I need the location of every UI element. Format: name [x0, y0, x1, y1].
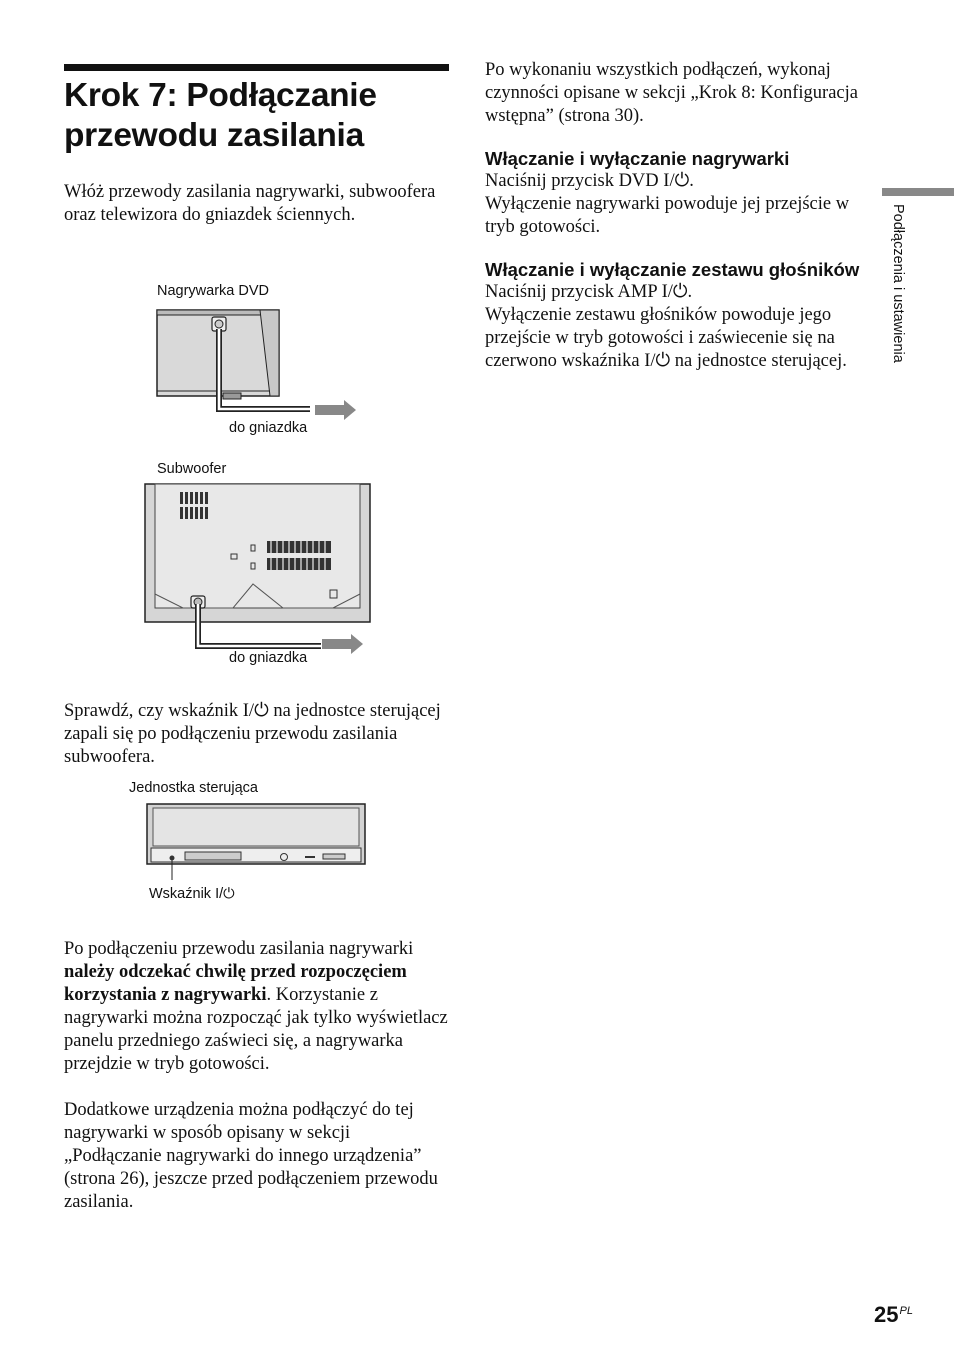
check-paragraph: Sprawdź, czy wskaźnik I/⏻ na jednostce sterującej zapali się po podłączeniu przewodu zasilania subwoofera. [64, 701, 441, 767]
intro-text [64, 181, 444, 227]
after-paragraph-1 [64, 938, 449, 1076]
check-text [64, 700, 449, 769]
page-number-suffix: PL [899, 1304, 913, 1317]
after-text [64, 938, 449, 1214]
recorder-instruction: Naciśnij przycisk DVD I/⏻. [485, 171, 694, 191]
after-p1-bold: należy odczekać chwilę przed rozpoczęciem korzystania z nagrywarki [64, 962, 407, 1005]
subwoofer-illustration [143, 484, 373, 654]
right-intro-paragraph: Po wykonaniu wszystkich podłączeń, wykonaj czynności opisane w sekcji „Krok 8: Konfiguracja wstępna” (strona 30). [485, 60, 858, 126]
fig3-caption: Wskaźnik I/⏻ [149, 886, 235, 902]
after-paragraph-2: Dodatkowe urządzenia można podłączyć do tej nagrywarki w sposób opisany w sekcji „Podłączanie nagrywarki do innego urządzenia” (strona 26), jeszcze przed podłączeniem przewodu zasilania. [64, 1100, 438, 1212]
page-number [874, 1302, 913, 1328]
section-tab [880, 204, 916, 424]
speakers-instruction: Naciśnij przycisk AMP I/⏻. [485, 282, 693, 302]
fig1-caption: do gniazdka [229, 420, 308, 436]
fig2-label: Subwoofer [157, 461, 227, 477]
fig1-label: Nagrywarka DVD [157, 283, 269, 299]
recorder-description: Wyłączenie nagrywarki powoduje jej przejście w tryb gotowości. [485, 194, 850, 237]
section-tab-bar [882, 188, 954, 196]
recorder-heading: Włączanie i wyłączanie nagrywarki [485, 148, 790, 169]
right-column [485, 59, 875, 373]
page-title: Krok 7: Podłączanie przewodu zasilania [64, 77, 377, 154]
intro-paragraph: Włóż przewody zasilania nagrywarki, subwoofera oraz telewizora do gniazdek ściennych. [64, 182, 436, 225]
control-unit-illustration [145, 802, 370, 882]
page-number-value: 25 [874, 1302, 899, 1327]
speakers-heading: Włączanie i wyłączanie zestawu głośników [485, 259, 860, 280]
fig3-label: Jednostka sterująca [129, 780, 258, 796]
fig2-caption: do gniazdka [229, 650, 308, 666]
after-p1-start: Po podłączeniu przewodu zasilania nagrywarki [64, 939, 414, 959]
after-p1-end: . Korzystanie z nagrywarki można rozpocząć jak tylko wyświetlacz panelu przedniego zaświeci się, a nagrywarka przejdzie w tryb gotowości. [64, 985, 448, 1074]
dvd-recorder-illustration [150, 305, 370, 415]
section-tab-label: Podłączenia i ustawienia [890, 204, 906, 363]
speakers-description: Wyłączenie zestawu głośników powoduje jego przejście w tryb gotowości i zaświecenie się na czerwono wskaźnika I/⏻ na jednostce sterującej. [485, 305, 847, 371]
title-rule [64, 64, 449, 71]
